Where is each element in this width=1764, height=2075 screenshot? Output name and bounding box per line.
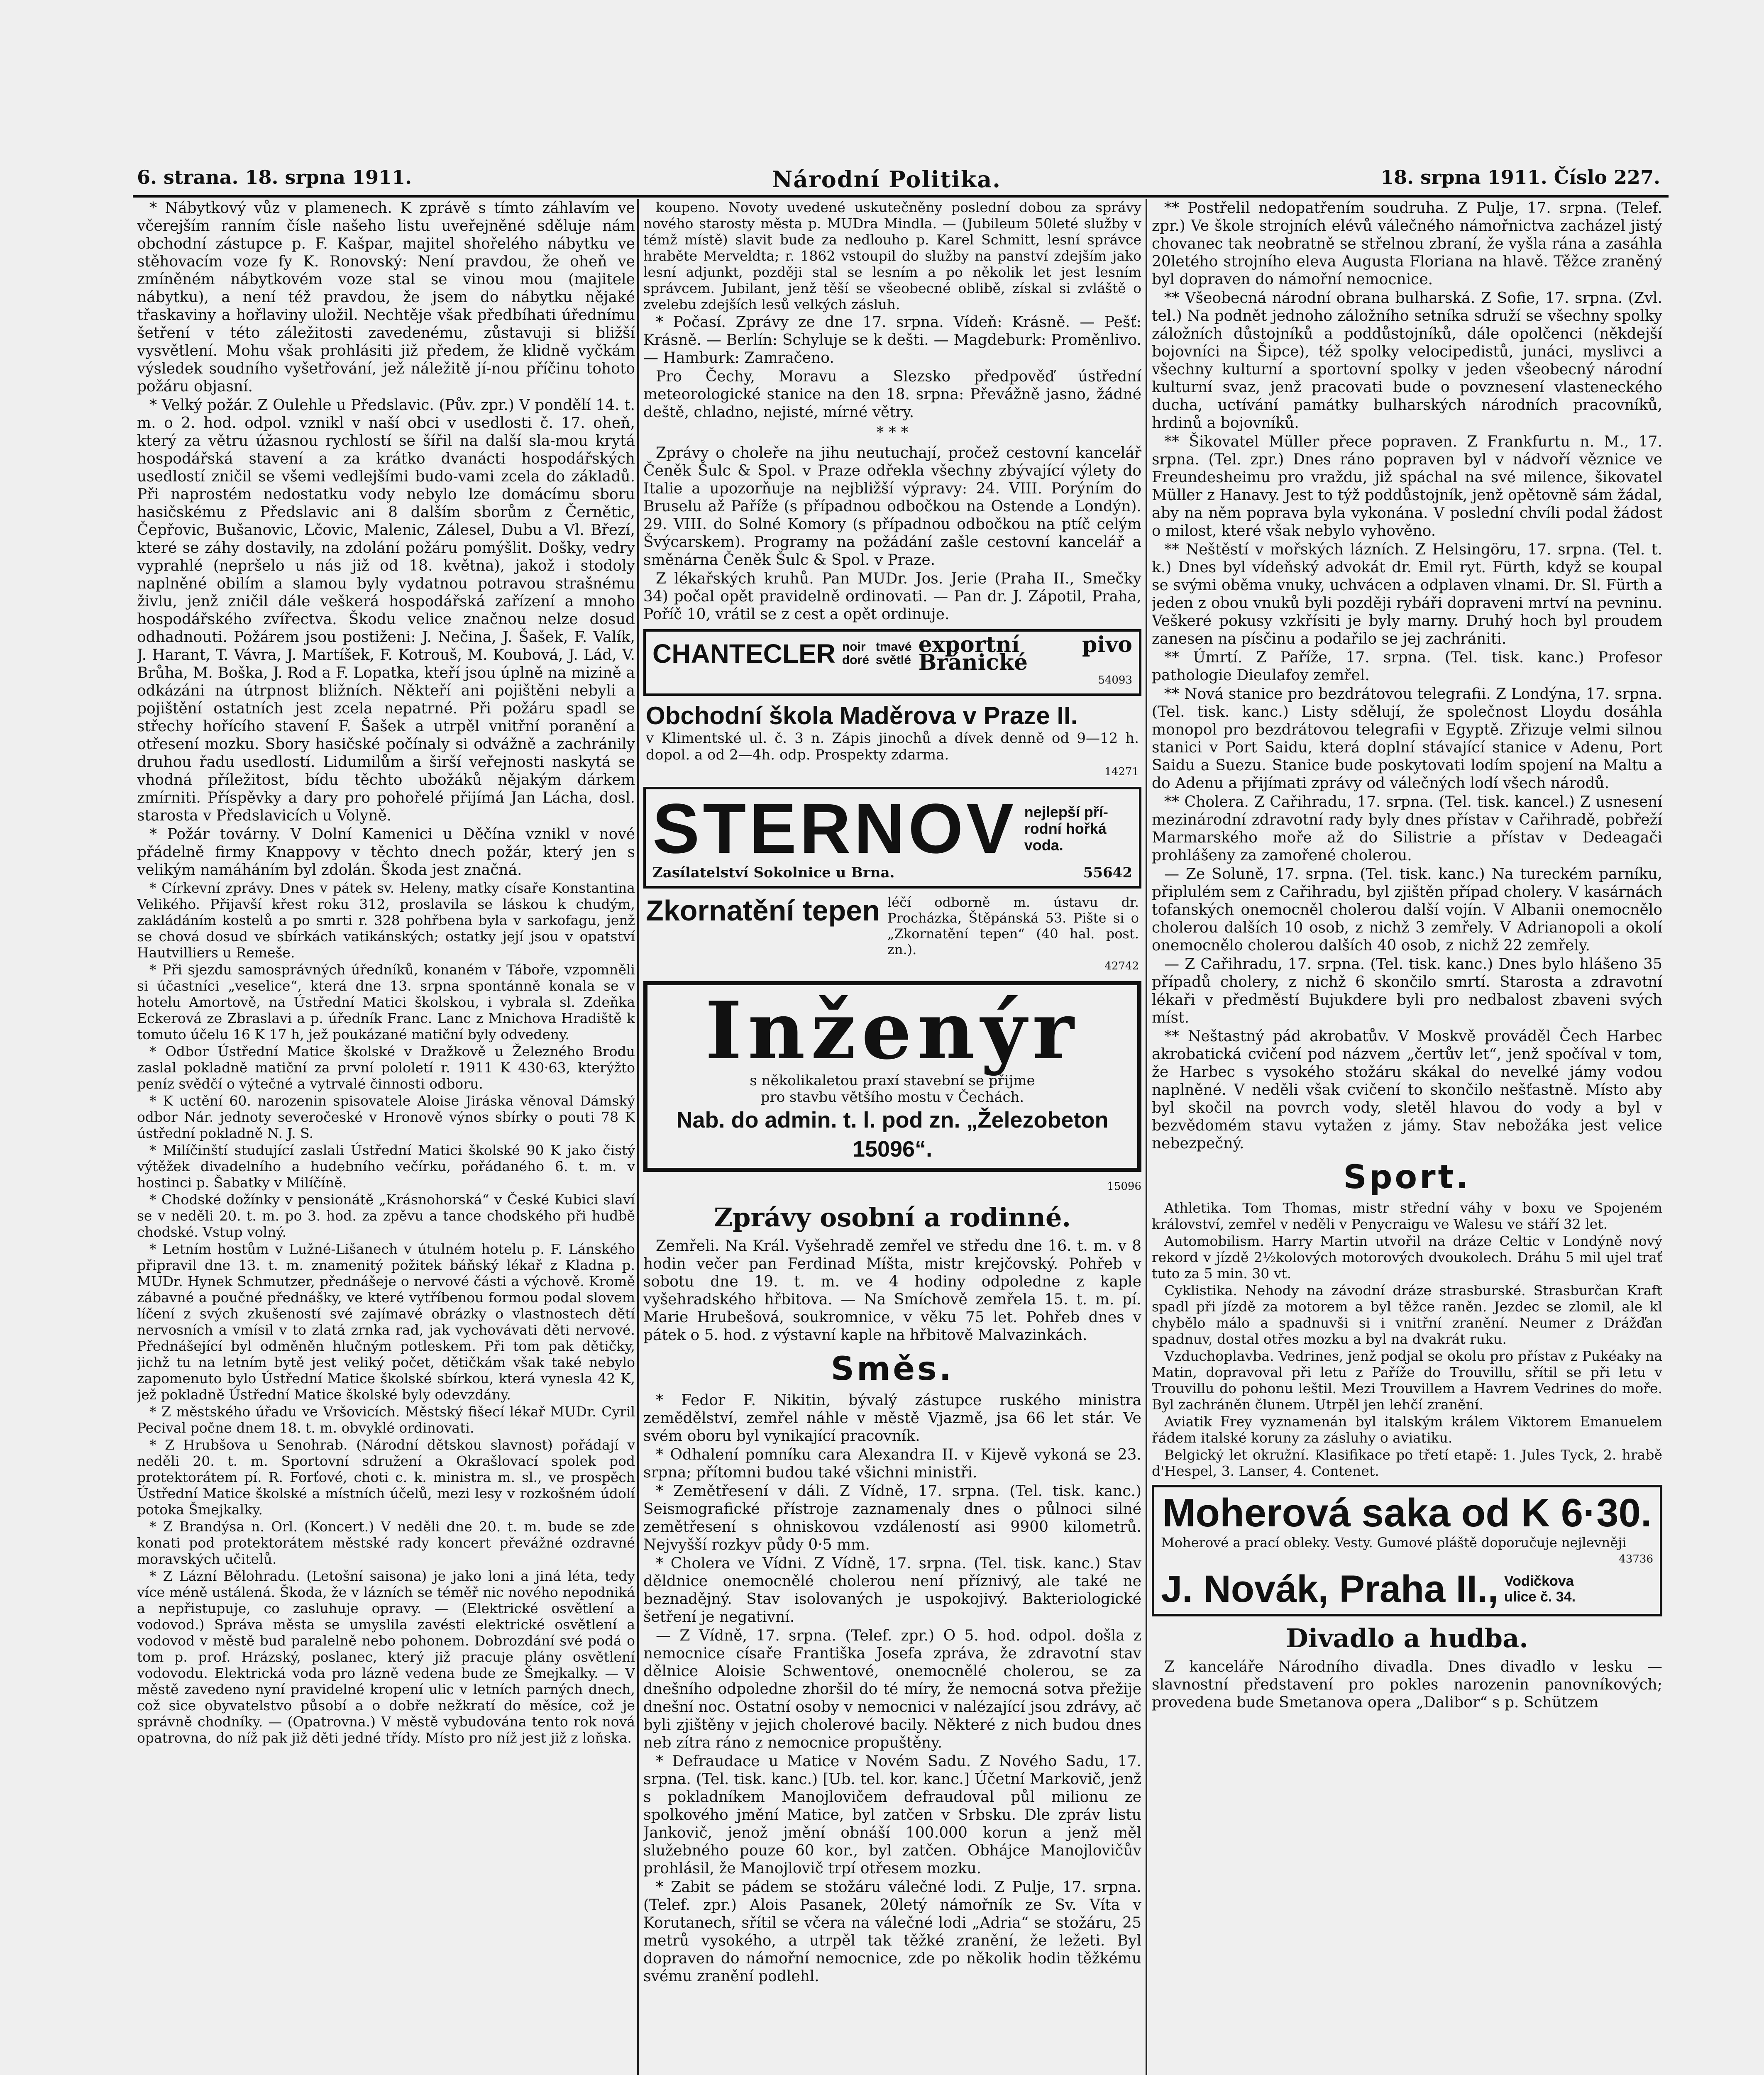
sternov-tag1: nejlepší pří- — [1024, 803, 1108, 820]
article-cholera-viden: * Cholera ve Vídni. Z Vídně, 17. srpna. (Tel. tisk. kanc.) Stav děldnice onemocnělé cholerou není příznivý, ale také ne beznadějný. Stav isolovaných je uspokojivý. Bakteriologické šetření je negativní. — [643, 1555, 1141, 1626]
chantecler-brand: CHANTECLER — [652, 638, 836, 669]
article-zabit-pad: * Zabit se pádem se stožáru válečné lodi. Z Pulje, 17. srpna. (Telef. zpr.) Alois Pasanek, 20letý námořník ze Sv. Víta v Korutanech, sřítil se včera na válečné lodi „Adria“ se stožáru, 25 metrů vysokého, a utrpěl tak těžké zranění, že ležeti. Byl dopraven do námořní nemocnice, zde po několik hodin těžkému svému zranění podlehl. — [643, 1879, 1141, 1985]
article-milicinsti: * Milíčinští studující zaslali Ústřední Matici školské 90 K jako čistý výtěžek divadelního a hudebního večírku, pořádaného 6. t. m. v hostinci p. Šabatky v Milíčíně. — [137, 1142, 635, 1191]
inzenyr-num: 15096 — [1107, 1180, 1141, 1193]
article-pozar-tovarny: * Požár továrny. V Dolní Kamenici u Děčína vznikl v nové přádelně firmy Knappovy v těchto dnech požár, který jen s velikým namáháním byl zdolán. Škoda jest značná. — [137, 826, 635, 879]
article-bulharska-obrana: ** Všeobecná národní obrana bulharská. Z Sofie, 17. srpna. (Zvl. tel.) Na podnět jednoho záložního setníka sdruží se všechny spolky záložních důstojníků a poddůstojníků, dále opolčenci (někdejší bojovníci na Šipce), též spolky velocipedistů, junáci, myslivci a všechny kulturní a sportovní spolky v jeden všeobecný národní kulturní svaz, jenž pracovati bude o povznesení vlasteneckého ducha, uctívání památky bulharských národních pracovníků, hrdinů a bojovníků. — [1152, 290, 1662, 432]
page-header — [133, 166, 1669, 195]
article-viden-nemocnice: — Z Vídně, 17. srpna. (Telef. zpr.) O 5. hod. odpol. došla z nemocnice císaře Františka Josefa zpráva, že zdravotní stav dělnice Aloisie Schwentové, onemocnělé cholerou, se za dnešního odpoledne zhoršil do té míry, že nemocná sotva přežije dnešní noc. Ostatní osoby v nemocnici v nalézající jsou zdrávy, ač byli zjištěny v jejich cholerové bacily. Některé z nich budou dnes neb zítra ráno z nemocnice propuštěny. — [643, 1627, 1141, 1751]
zkornateni-title: Zkornatění tepen — [646, 894, 880, 927]
article-narodni-divadlo: Z kanceláře Národního divadla. Dnes divadlo v lesku — slavnostní představení pro pokles narozenin panovníkových; provedena bude Smetanova opera „Dalibor“ s p. Schützem — [1152, 1658, 1662, 1711]
chantecler-svetle: světlé — [875, 653, 911, 667]
article-brandys: * Z Brandýsa n. Orl. (Koncert.) V neděli dne 20. t. m. bude se zde konati pod protektorátem městské rady koncert převážné ozdravné moravských učitelů. — [137, 1518, 635, 1567]
ad-sternov — [643, 787, 1141, 889]
chantecler-tmave: tmavé — [875, 640, 912, 654]
moherova-shop: J. Novák, Praha II., — [1161, 1568, 1499, 1610]
article-chodske-dozinky: * Chodské dožínky v pensionátě „Krásnohorská“ v České Kubici slaví se v neděli 20. t. m. po 3. hod. za zpěvu a tance chodského při hudbě chodské. Vstup volný. — [137, 1191, 635, 1240]
sternov-num: 55642 — [1083, 864, 1132, 881]
article-cirkevni-zpravy: * Církevní zprávy. Dnes v pátek sv. Heleny, matky císaře Konstantina Velikého. Přijavší křest roku 312, proslavila se láskou k chudým, zakládáním kostelů a po smrti r. 328 pohřbena byla v sarkofagu, jenž se chová dosud ve sbírkách vatikánských; ostatky její jsou v opatství Hautvilliers u Remeše. — [137, 880, 635, 961]
article-umrti: ** Úmrtí. Z Paříže, 17. srpna. (Tel. tisk. kanc.) Profesor pathologie Dieulafoy zemřel. — [1152, 649, 1662, 684]
ad-moherova — [1152, 1485, 1662, 1616]
zkornateni-text: léčí odborně m. ústavu dr. Procházka, Štěpánská 53. Pište si o „Zkornatění tepen“ (40 hal. post. zn.). — [887, 894, 1139, 957]
maderova-text: v Klimentské ul. č. 3 n. Zápis jinochů a dívek denně od 9—12 h. dopol. a od 2—4h. odp. Prospekty zdarma. — [646, 730, 1139, 763]
article-nabytkovy-vuz: * Nábytkový vůz v plamenech. K zprávě s tímto záhlavím ve včerejším ranním čísle našeho listu uveřejněné sděluje nám obchodní zástupce p. F. Kašpar, majitel shořelého nábytku ve stěhovacím voze fy K. Ronovský: Není pravdou, že oheň ve zmíněném nábytkovém voze stal se vinou mou (majitele nábytku), a není též pravdou, že jsem do nábytku nějaké třaskaviny a hořlaviny uložil. Nechtěje však předbíhati úřednímu šetření v této záležitosti zavedenému, zůstavuji si bližší vysvětlení. Mohu však prohlásiti již předem, že klidně vyčkám výsledek soudního vyšetřování, jež náležitě jí-nou příčinu tohoto požáru objasní. — [137, 200, 635, 395]
article-athletika: Athletika. Tom Thomas, mistr střední váhy v boxu ve Spojeném království, zemřel v neděli v Penycraigu ve Walesu ve stáří 32 let. — [1152, 1200, 1662, 1232]
article-nestesti-lazne: ** Neštěstí v mořských lázních. Z Helsingöru, 17. srpna. (Tel. t. k.) Dnes byl vídeňský advokát dr. Emil ryt. Fürth, když se koupal se svými oběma vnuky, uchvácen a odplaven vlnami. Dr. Sl. Fürth a jeden z obou vnuků byli později rybáři dopraveni mrtví na pevninu. Veškeré pokusy vzkřísiti je byly marny. Druhý hoch byl proudem zanesen na písčinu a podařilo se jej zachrániti. — [1152, 541, 1662, 647]
ad-zkornateni — [643, 894, 1141, 975]
article-telegrafie: ** Nová stanice pro bezdrátovou telegrafii. Z Londýna, 17. srpna. (Tel. tisk. kanc.) Listy sdělují, že společnost Lloydu dosáhla monopol pro bezdrátovou telegrafii v Egyptě. Zřizuje velmi silnou stanici v Port Saidu, která doplní stávající stanice v Adenu, Port Saidu a Suezu. Stanice bude poskytovati lodím spojení na Maltu a do Adenu a přijímati zprávy od válečných lodí všech národů. — [1152, 686, 1662, 792]
article-belgicky-let: Belgický let okružní. Klasifikace po třetí etapě: 1. Jules Tyck, 2. hrabě d'Hespel, 3. Lanser, 4. Contenet. — [1152, 1447, 1662, 1479]
ad-chantecler — [643, 629, 1141, 696]
ad-maderova — [643, 702, 1141, 781]
article-cholera-carihrad: ** Cholera. Z Cařihradu, 17. srpna. (Tel. tisk. kancel.) Z usnesení mezinárodní zdravotní rady byly dnes přístav v Cařihradě, pobřeží Marmarského moře až do Silistrie a přístav v Dedeagači prohlášeny za zamořené cholerou. — [1152, 793, 1662, 864]
article-vzduchoplavba: Vzduchoplavba. Vedrines, jenž podjal se okolu pro přístav z Pukéaky na Matin, dopravoval při letu z Paříže do Trouvillu, sřítil se při letu v Trouvillu do pohonu leštil. Mezi Trouvillem a Havrem Vedrines do moře. Byl zachráněn člunem. Utrpěl jen lehčí zranění. — [1152, 1348, 1662, 1413]
article-pocasi: * Počasí. Zprávy ze dne 17. srpna. Vídeň: Krásně. — Pešť: Krásně. — Berlín: Schyluje se k dešti. — Magdeburk: Proměnlivo. — Hamburk: Zamračeno. — [643, 314, 1141, 366]
sternov-brand: STERNOV — [652, 789, 1017, 868]
sternov-tag2: rodní hořká — [1024, 820, 1107, 837]
article-defraudace: * Defraudace u Matice v Novém Sadu. Z Nového Sadu, 17. srpna. (Tel. tisk. kanc.) [Ub. tel. kor. kanc.] Účetní Markovič, jenž s pokladníkem Manojlovičem defraudoval půl milionu ze spolkového jmění Matice, byl zatčen v Srbsku. Dle zpráv listu Jankovič, jenož jmění obnáší 100.000 korun a jenž měl služebného pouze 60 kor., byl zatčen. Obhájce Manojlovičův prohlásil, že Manojlovič trpí otřesem mozku. — [643, 1753, 1141, 1877]
chantecler-tail: exportní pivo Bránické — [918, 632, 1132, 675]
section-osobni: Zprávy osobní a rodinné. — [713, 1202, 1071, 1233]
column-2 — [643, 199, 1141, 2075]
article-solun: — Ze Soluně, 17. srpna. (Tel. tisk. kanc.) Na tureckém parníku, připlulém sem z Cařihradu, byl zjištěn případ cholery. V kasárnách tofanských onemocněl cholerou další vojín. V Albanii onemocnělo cholerou dalších 10 osob, z nichž 3 zemřely. V Adrianopoli a okolí onemocnělo cholerou dalších 40 osob, z nichž 22 zemřely. — [1152, 866, 1662, 954]
column-3 — [1152, 199, 1662, 2075]
inzenyr-text3: Nab. do admin. t. l. pod zn. „Železobeton 15096“. — [676, 1108, 1109, 1162]
maderova-num: 14271 — [1104, 766, 1139, 778]
sternov-sub: Zasílatelství Sokolnice u Brna. — [652, 864, 895, 881]
header-issue-right: 18. srpna 1911. Číslo 227. — [1380, 166, 1660, 188]
masthead-title: Národní Politika. — [772, 166, 1002, 193]
ad-inzenyr — [643, 981, 1141, 1172]
moherova-street2: ulice č. 34. — [1504, 1589, 1576, 1605]
article-cyklistika: Cyklistika. Nehody na závodní dráze strasburské. Strasburčan Kraft spadl při jízdě za motorem a byl těžce raněn. Jezdec se zlomil, ale kl chybělo málo a spadnuvši si i vnitřní zranění. Neumer z Drážďan spadnuv, dostal otřes mozku a byl na dvakrát ruku. — [1152, 1282, 1662, 1347]
article-pomnik-cara: * Odhalení pomníku cara Alexandra II. v Kijevě vykoná se 23. srpna; přítomni budou také všichni ministři. — [643, 1446, 1141, 1481]
column-1 — [137, 199, 635, 2075]
chantecler-dore: doré — [842, 653, 869, 667]
moherova-num: 43736 — [1619, 1553, 1653, 1565]
article-automobilism: Automobilism. Harry Martin utvořil na dráze Celtic v Londýně nový rekord v jízdě 2½kolových motorových dvoukolech. Dráhu 5 mil ujel trať tuto za 5 min. 30 vt. — [1152, 1233, 1662, 1282]
article-hrubsov: * Z Hrubšova u Senohrab. (Národní dětskou slavnost) pořádají v neděli 20. t. m. Sportovní sdružení a Okrašlovací spolek pod protektorátem pí. R. Forťové, choti c. k. ministra m. sl., ve prospěch Ústřední Matice školské a místních účelů, mezi lesy v rozkošném údolí potoka Šmejkalky. — [137, 1437, 635, 1518]
moherova-text: Moherové a prací obleky. Vesty. Gumové pláště doporučuje nejlevněji — [1161, 1535, 1627, 1550]
article-nikitin: * Fedor F. Nikitin, bývalý zástupce ruského ministra zemědělství, zemřel náhle v městě Vjazmě, jsa 66 let stár. Ve svém oboru byl vynikající pracovník. — [643, 1392, 1141, 1445]
moherova-title: Moherová saka od K 6·30. — [1162, 1491, 1652, 1535]
chantecler-noir: noir — [842, 640, 866, 654]
inzenyr-text1: s několikaletou praxí stavební se přijme — [750, 1072, 1035, 1089]
article-odbor-matice: * Odbor Ústřední Matice školské v Dražkově u Železného Brodu zaslal pokladně matiční za první pololetí r. 1911 K 430·63, kterýžto peníz svědčí o výtečné a vytrvalé činnosti odboru. — [137, 1043, 635, 1092]
article-cholera-jih: Zprávy o choleře na jihu neutuchají, pročež cestovní kancelář Čeněk Šulc & Spol. v Praze odřekla všechny zbývající výlety do Italie a upozorňuje na nejbližší výpravy: 24. VIII. Porýním do Bruselu až Paříže (s případnou odbočkou na Ostende a Londýn). 29. VIII. do Solné Komory (s případnou odbočkou na ptíč celým Švýcarskem). Programy na požádání zašle cestovní kancelář a směnárna Čeněk Šulc & Spol. v Praze. — [643, 444, 1141, 569]
separator-stars: * * * — [876, 424, 909, 441]
article-carihrad-2: — Z Cařihradu, 17. srpna. (Tel. tisk. kanc.) Dnes bylo hlášeno 35 případů cholery, z nichž 6 skončilo smrtí. Starosta a zdravotní lékaři v předměstí Bujukdere byli pro nedbalost zbaveni svých míst. — [1152, 956, 1662, 1026]
article-sjezd-uredniku: * Při sjezdu samosprávných úředníků, konaném v Táboře, vzpomněli si účastníci „veselice“, která dne 13. srpna spontánně konala se v hotelu Amortově, na Ústřední Matici školskou, i vybrala sl. Zdeňka Eckerová ze Zbraslavi a p. úředník Franc. Lanc z Mnichova Hradiště k tomuto účelu 16 K 17 h, jež poukázané matiční byly odvedeny. — [137, 962, 635, 1042]
article-vrsovice: * Z městského úřadu ve Vršovicích. Městský fišecí lékař MUDr. Cyril Pecival počne dnem 18. t. m. obvyklé ordinovati. — [137, 1404, 635, 1436]
article-lazne-belohrad: * Z Lázní Bělohradu. (Letošní saisona) je jako loni a jiná léta, tedy více méně ustálená. Škoda, že v lázních se téměř nic nového nepodniká a nepřistupuje, co zasluhuje opravy. — (Elektrické osvětlení a vodovod.) Správa města se umyslila zavésti elektrické osvětlení a vodovod v městě bud paralelně nebo pohonem. Dobrozdání své podá o tom p. prof. Hrázský, poslanec, který již pracuje plány osvětlení vodovodu. Elektrická voda pro lázně vedena bude ze Šmejkalky. — V městě zavedeno nyní pravidelné kropení ulic v letních parných dnech, což sice obyvatelstvo působí a o dobře nežkratí do měsíce, což je správně chodníky. — (Opatrovna.) V městě vybudována tento rok nová opatrovna, do níž pak již děti jedné třídy. Místo pro níž jest již z loňska. — [137, 1568, 635, 1746]
article-akrobat: ** Neštastný pád akrobatův. V Moskvě prováděl Čech Harbec akrobatická cvičení pod názvem „čertův let“, jenž spočíval v tom, že Harbec s vysokého stožáru skákal do nevelké jámy vodou naplněné. V neděli však cvičení to skončilo nešťastně. Místo aby byl skočil na povrch vody, sletěl hlavou do vody a byl v bezvědomém stavu vytažen z jámy. Stav nebožáka jest velice nebezpečný. — [1152, 1028, 1662, 1152]
article-lekarske-kruhy: Z lékařských kruhů. Pan MUDr. Jos. Jerie (Praha II., Smečky 34) počal opět pravidelně ordinovati. — Pan dr. J. Zápotil, Praha, Poříč 10, vrátil se z cest a opět ordinuje. — [643, 570, 1141, 623]
maderova-title: Obchodní škola Maděrova v Praze II. — [646, 702, 1078, 730]
article-letnim-hostum: * Letním hostům v Lužné-Lišanech v útulném hotelu p. F. Lánského připravil dne 13. t. m. znamenitý požitek báňský lékař z Kladna p. MUDr. Hynek Schmutzer, přednášeje o nervové části a výchově. Kromě zábavné a poučné přednášky, ve které vytříbenou formou podal slovem líčení z svých zkušeností své zajímavé obrázky o vlastnostech dětí nervosních a vmísil v to zlatá zrnka rad, jak vychovávati děti nervové. Přednášející byl odměněn hlučným potleskem. Při tom pak dětičky, jichž tu na letním bytě jest veliký počet, dětičkám však také nebylo zapomenuto bylo Ústřední Matice školské sbírkou, která vynesla 42 K, jež pokladně Ústřední Matice školské byly odevzdány. — [137, 1241, 635, 1403]
chantecler-num: 54093 — [1098, 674, 1132, 686]
column-rule-2 — [1146, 199, 1147, 2075]
sternov-tag3: voda. — [1024, 837, 1063, 854]
header-rule — [133, 195, 1669, 198]
article-jirasek: * K uctění 60. narozenin spisovatele Aloise Jiráska věnoval Dámský odbor Nár. jednoty severočeské v Hronově výnos sbírky o pouti 78 K ústřední pokladně N. J. S. — [137, 1093, 635, 1141]
inzenyr-text2: pro stavbu většího mostu v Čechách. — [760, 1089, 1024, 1106]
header-date-left: 6. strana. 18. srpna 1911. — [137, 166, 412, 188]
article-aviatik: Aviatik Frey vyznamenán byl italským králem Viktorem Emanuelem řádem italské koruny za zásluhy o aviatiku. — [1152, 1413, 1662, 1446]
article-zemetreseni: * Zemětřesení v dáli. Z Vídně, 17. srpna. (Tel. tisk. kanc.) Seismografické přístroje zaznamenaly dnes o půlnoci silné zemětřesení s ohniskovou vzdáleností asi 9900 kilometrů. Nejvyšší rozkyv půdy 0·5 mm. — [643, 1483, 1141, 1553]
inzenyr-title: Inženýr — [705, 984, 1080, 1077]
article-postrelil: ** Postřelil nedopatřením soudruha. Z Pulje, 17. srpna. (Telef. zpr.) Ve škole strojních elévů válečného námořnictva zacházel jistý chovanec tak neobratně se střelnou zbraní, že vyšla rána a zasáhla 20letého strojního eleva Augusta Floriana na hlavě. Těžce zraněný byl dopraven do námořní nemocnice. — [1152, 200, 1662, 288]
article-muller: ** Šikovatel Müller přece popraven. Z Frankfurtu n. M., 17. srpna. (Tel. zpr.) Dnes ráno popraven byl v nádvoří věznice ve Freundesheimu pro vraždu, již spáchal na své milence, šikovatel Müller z Hanavy. Jest to týž poddůstojník, jenž opětovně sám žádal, aby na něm poprava byla vykonána. V poslední chvíli podal žádost o milost, které však nebylo vyhověno. — [1152, 433, 1662, 540]
article-zemreli: Zemřeli. Na Král. Vyšehradě zemřel ve středu dne 16. t. m. v 8 hodin večer pan Ferdinad Míšta, mistr krejčovský. Pohřeb v sobotu dne 19. t. m. ve 4 hodiny odpoledne z kaple vyšehradského hřbitova. — Na Smíchově zemřela 15. t. m. pí. Marie Hrubešová, soukromnice, v věku 75 let. Pohřeb dnes v pátek o 5. hod. z výstavní kaple na hřbitově Malvazinkách. — [643, 1238, 1141, 1344]
column-rule-1 — [637, 199, 639, 2075]
section-smes: Směs. — [831, 1350, 954, 1388]
article-belohrad-cont: koupeno. Novoty uvedené uskutečněny poslední dobou za správy nového starosty města p. MUDra Mindla. — (Jubileum 50leté služby v témž místě) slavit bude za nedlouho p. Karel Schmitt, lesní správce hraběte Merveldta; r. 1862 vstoupil do služby na panství zdejším jako lesní adjunkt, později stal se lesním a po několik let jest lesním správcem. Jubilant, jenž těší se všeobecné oblibě, získal si zvláště o zvelebu zdejších lesů velkých zásluh. — [643, 199, 1141, 312]
section-sport: Sport. — [1343, 1159, 1471, 1196]
article-predpoved: Pro Čechy, Moravu a Slezsko předpověď ústřední meteorologické stanice na den 18. srpna: Převážně jasno, žádné deště, chladno, nejisté, mírné větry. — [643, 368, 1141, 421]
article-velky-pozar: * Velký požár. Z Oulehle u Předslavic. (Pův. zpr.) V pondělí 14. t. m. o 2. hod. odpol. vznikl v naší obci v usedlosti č. 17. oheň, který za větru úžasnou rychlostí se šířil na další sla-mou krytá hospodářská stavení a za krátko dvanácti hospodářských usedlostí zničil se všemi vedlejšími budo-vami zcela do základů. Při naprostém nedostatku vody nebylo lze domácímu sboru hasičskému z Předslavic ani 8 dalším sborům z Černětic, Čepřovic, Bušanovic, Lčovic, Malenic, Zálesel, Dubu a Vl. Březí, které se záhy dostavily, na zdolání požáru pomýšlit. Došky, vedry vyprahlé (nepršelo u nás již od 18. května), jakož i stodoly naplněné obilím a slamou byly vydatnou potravou strašnému živlu, jenž zničil dále veškerá hospodářská zařízení a mnoho hospodářského zvířectva. Škodu velice značnou nelze dosud odhadnouti. Požárem jsou postiženi: J. Nečina, J. Šašek, F. Valík, J. Harant, T. Vávra, J. Martíšek, F. Kotrouš, M. Koubová, J. Lád, V. Brůha, M. Boška, J. Rod a F. Lopatka, kteří jsou úplně na mizině a odkázáni na útrpnost bližních. Někteří ani pojištěni nebyli a pojištění ostatních jest zcela nepatrné. Při požáru spadl se střechy hořícího stavení F. Šašek a utrpěl vnitřní poranění a otřesení mozku. Sbory hasičské počínaly si odvážně a zachránily druhou řadu usedlostí. Lidumilům a širší veřejnosti naskytá se vhodná příležitost, bídu těchto ubožáků nějakým dárkem zmírniti. Příspěvky a dary pro pohořelé přijímá Jan Lácha, dosl. starosta v Předslavicích u Volyně. — [137, 397, 635, 824]
section-divadlo: Divadlo a hudba. — [1286, 1623, 1528, 1653]
zkornateni-num: 42742 — [1104, 960, 1139, 972]
moherova-street1: Vodičkova — [1504, 1573, 1574, 1589]
